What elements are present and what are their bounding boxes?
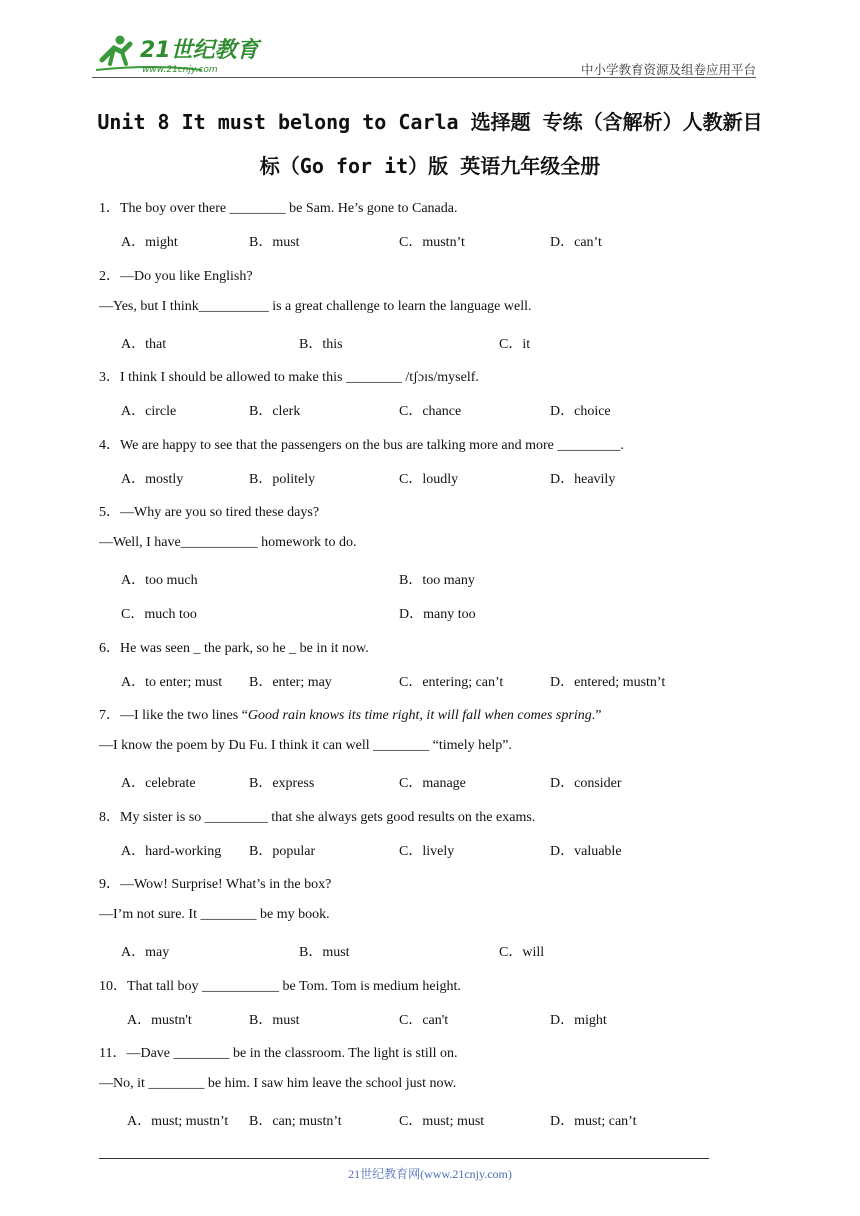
option-5-a[interactable]: A．too much: [121, 573, 198, 588]
option-3-d[interactable]: D．choice: [550, 404, 611, 419]
option-6-d[interactable]: D．entered; mustn’t: [550, 675, 666, 690]
option-4-c[interactable]: C．loudly: [399, 472, 459, 487]
option-9-c[interactable]: C．will: [499, 945, 545, 960]
option-9-a[interactable]: A．may: [121, 945, 170, 960]
question-11-line-2: —No, it ________ be him. I saw him leave the school just now.: [99, 1076, 457, 1091]
title-line-2: 标（Go for it）版 英语九年级全册: [259, 154, 601, 178]
option-1-c[interactable]: C．mustn’t: [399, 235, 465, 250]
option-3-a[interactable]: A．circle: [121, 404, 177, 419]
page-header: [92, 30, 756, 78]
option-7-b[interactable]: B．express: [249, 776, 315, 791]
option-7-a[interactable]: A．celebrate: [121, 776, 196, 791]
option-11-c[interactable]: C．must; must: [399, 1114, 485, 1129]
option-11-d[interactable]: D．must; can’t: [550, 1114, 637, 1129]
question-6: 6．He was seen _ the park, so he _ be in it now.: [99, 641, 369, 656]
option-3-c[interactable]: C．chance: [399, 404, 462, 419]
option-4-a[interactable]: A．mostly: [121, 472, 184, 487]
question-5: 5．—Why are you so tired these days?: [99, 505, 320, 520]
page-title: [60, 100, 800, 188]
option-6-a[interactable]: A．to enter; must: [121, 675, 223, 690]
question-9: 9．—Wow! Surprise! What’s in the box?: [99, 877, 332, 892]
option-2-b[interactable]: B．this: [299, 337, 343, 352]
option-11-a[interactable]: A．must; mustn’t: [127, 1114, 229, 1129]
question-4: 4．We are happy to see that the passengers on the bus are talking more and more _________.: [99, 438, 624, 453]
option-10-b[interactable]: B．must: [249, 1013, 300, 1028]
question-1: 1．The boy over there ________ be Sam. He’s gone to Canada.: [99, 201, 458, 216]
question-5-line-2: —Well, I have___________ homework to do.: [99, 535, 357, 550]
question-11: 11．—Dave ________ be in the classroom. The light is still on.: [99, 1046, 458, 1061]
question-2-line-2: —Yes, but I think__________ is a great challenge to learn the language well.: [99, 299, 532, 314]
option-10-d[interactable]: D．might: [550, 1013, 607, 1028]
option-10-a[interactable]: A．mustn't: [127, 1013, 192, 1028]
question-2: 2．—Do you like English?: [99, 269, 253, 284]
option-2-a[interactable]: A．that: [121, 337, 167, 352]
question-9-line-2: —I’m not sure. It ________ be my book.: [99, 907, 330, 922]
question-7-line-2: —I know the poem by Du Fu. I think it can well ________ “timely help”.: [99, 738, 512, 753]
option-6-c[interactable]: C．entering; can’t: [399, 675, 504, 690]
question-10: 10．That tall boy ___________ be Tom. Tom is medium height.: [99, 979, 461, 994]
option-7-c[interactable]: C．manage: [399, 776, 466, 791]
option-9-b[interactable]: B．must: [299, 945, 350, 960]
footer-text[interactable]: 21世纪教育网(www.21cnjy.com): [348, 1167, 512, 1181]
option-5-b[interactable]: B．too many: [399, 573, 475, 588]
svg-text:www.21cnjy.com: www.21cnjy.com: [142, 65, 218, 75]
option-1-d[interactable]: D．can’t: [550, 235, 602, 250]
option-3-b[interactable]: B．clerk: [249, 404, 301, 419]
option-7-d[interactable]: D．consider: [550, 776, 622, 791]
question-7: 7．—I like the two lines “Good rain knows its time right, it will fall when comes spring.”: [99, 708, 602, 723]
option-8-c[interactable]: C．lively: [399, 844, 455, 859]
option-1-b[interactable]: B．must: [249, 235, 300, 250]
option-5-c[interactable]: C．much too: [121, 607, 197, 622]
option-2-c[interactable]: C．it: [499, 337, 531, 352]
option-11-b[interactable]: B．can; mustn’t: [249, 1114, 342, 1129]
option-6-b[interactable]: B．enter; may: [249, 675, 332, 690]
question-3: 3．I think I should be allowed to make this ________ /tʃɔɪs/myself.: [99, 370, 479, 385]
option-8-b[interactable]: B．popular: [249, 844, 316, 859]
option-10-c[interactable]: C．can't: [399, 1013, 449, 1028]
header-divider: [92, 77, 756, 78]
option-8-a[interactable]: A．hard-working: [121, 844, 222, 859]
header-platform-text: 中小学教育资源及组卷应用平台: [580, 62, 756, 77]
option-5-d[interactable]: D．many too: [399, 607, 476, 622]
option-8-d[interactable]: D．valuable: [550, 844, 622, 859]
option-4-b[interactable]: B．politely: [249, 472, 316, 487]
option-1-a[interactable]: A．might: [121, 235, 178, 250]
svg-text:21世纪教育: 21世纪教育: [140, 38, 259, 63]
question-8: 8．My sister is so _________ that she always gets good results on the exams.: [99, 810, 536, 825]
logo: [92, 30, 262, 76]
option-4-d[interactable]: D．heavily: [550, 472, 616, 487]
footer-divider: [99, 1158, 709, 1159]
title-line-1: Unit 8 It must belong to Carla 选择题 专练（含解析）人教新目: [97, 110, 763, 134]
